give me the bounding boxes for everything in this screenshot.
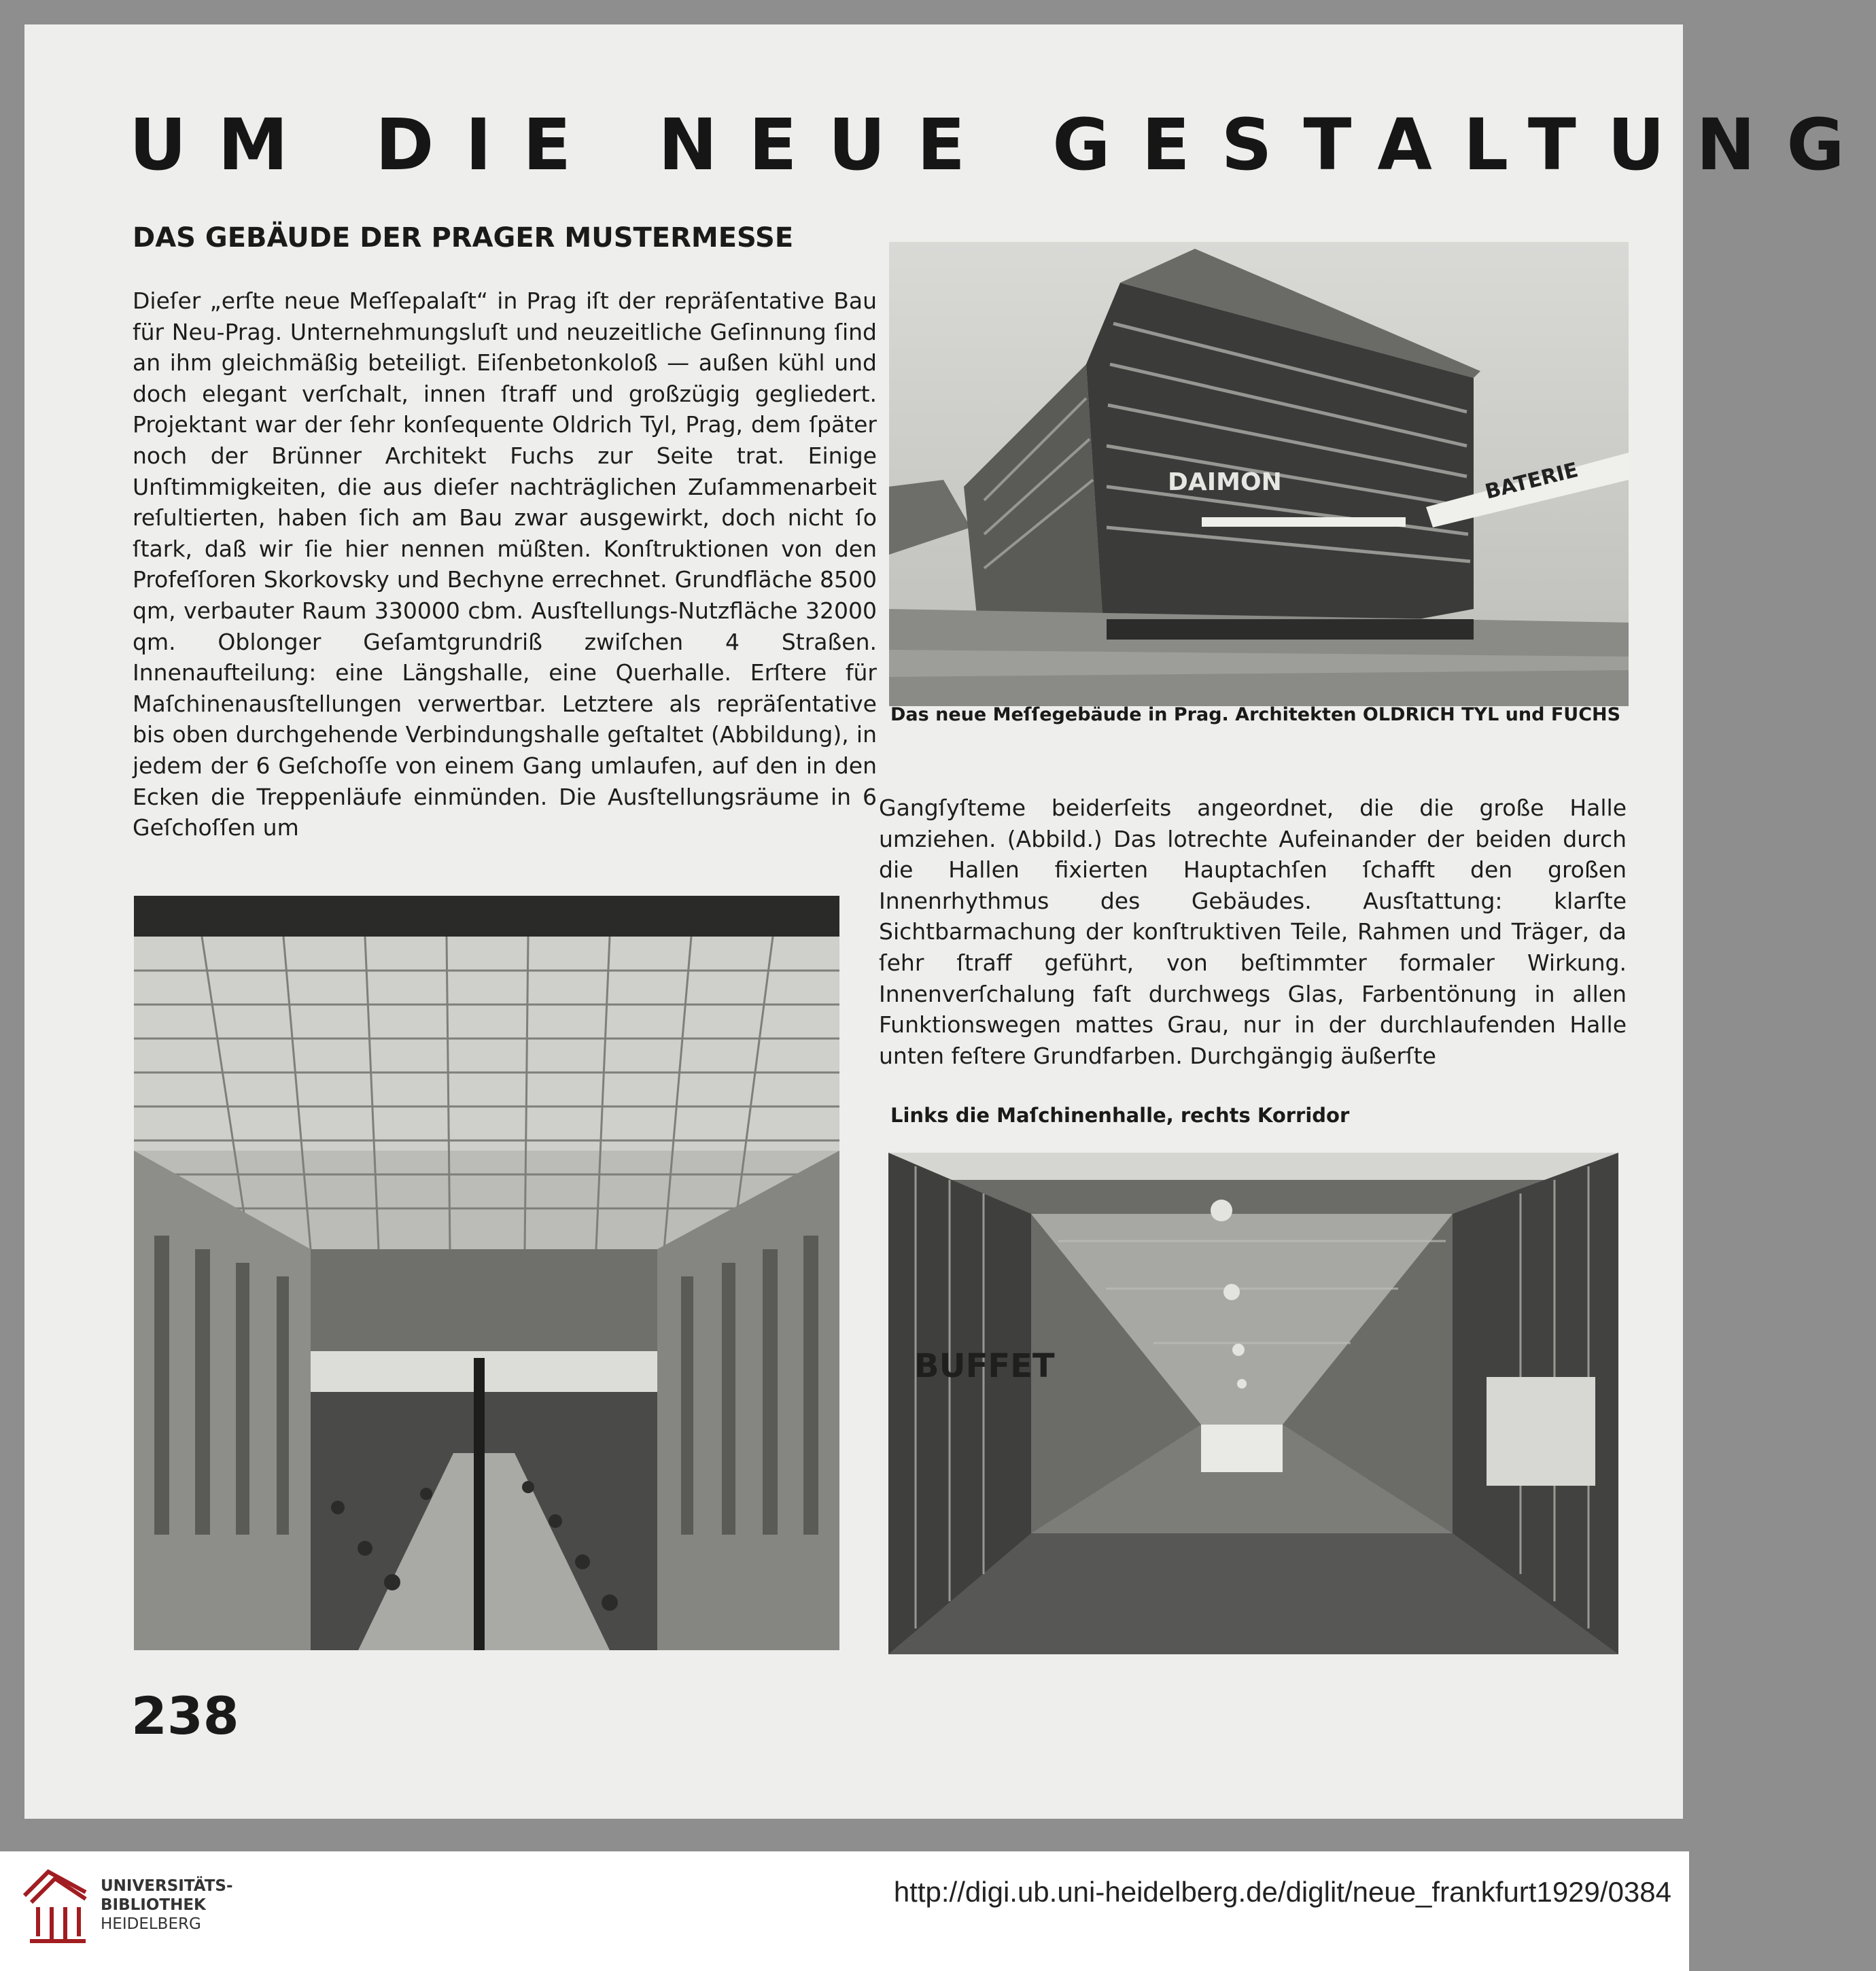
halls-photo-caption: Links die Maſchinenhalle, rechts Korridor [890,1104,1350,1127]
source-url-link[interactable]: http://digi.ub.uni-heidelberg.de/diglit/neue_frankfurt1929/0384 [893,1876,1671,1908]
library-logo-icon [18,1865,92,1947]
footer-bar [0,1851,1689,1971]
machine-hall-photo [134,896,839,1650]
page-title: UM DIE NEUE GESTALTUNG [129,103,1876,186]
buffet-sign: BUFFET [914,1347,1055,1385]
library-name-line-3: HEIDELBERG [101,1915,201,1933]
building-sign: DAIMON [1168,468,1282,496]
article-text-left-column: Dieſer „erſte neue Meſſepalaſt“ in Prag iſt der repräſentative Bau für Neu-Prag. Unternehmungsluſt und neuzeitliche Geſinnung ſind an ihm gleichmäßig beteiligt. Eiſenbetonkoloß — außen kühl und doch elegant verſchalt, innen ſtraff und großzügig gegliedert. Projektant war der ſehr konſequente Oldrich Tyl, Prag, dem ſpäter noch der Brünner Architekt Fuchs zur Seite trat. Einige Unſtimmigkeiten, die aus dieſer nachträglichen Zuſammenarbeit reſultierten, haben ſich am Bau zwar ausgewirkt, doch nicht ſo ſtark, daß wir ſie hier nennen müßten. Konſtruktionen von den Profeſſoren Skorkovsky und Bechyne errechnet. Grundfläche 8500 qm, verbauter Raum 330000 cbm. Ausſtellungs-Nutzfläche 32000 qm. Oblonger Geſamtgrundriß zwiſchen 4 Straßen. Innenaufteilung: eine Längshalle, eine Querhalle. Erſtere für Maſchinenausſtellungen verwertbar. Letztere als repräſentative bis oben durchgehende Verbindungshalle geſtaltet (Abbildung), in jedem der 6 Geſchoſſe von einem Gang umlaufen, auf den in den Ecken die Treppenläufe einmünden. Die Ausſtellungsräume in 6 Geſchoſſen um [133,287,877,841]
library-name-line-2: BIBLIOTHEK [101,1896,206,1914]
banner-sign: BATERIE [1482,458,1581,504]
article-heading: DAS GEBÄUDE DER PRAGER MUSTERMESSE [133,222,794,254]
article-text-right-column: Gangſyſteme beiderſeits angeordnet, die die große Halle umziehen. (Abbild.) Das lotrechte Aufeinander der beiden durch die Hallen fixierten Hauptachſen ſchafft den großen Innenrhythmus des Gebäudes. Ausſtattung: klarſte Sichtbarmachung der konſtruktiven Teile, Rahmen und Träger, da ſehr ſtraff geführt, von beſtimmter formaler Wirkung. Innenverſchalung faſt durchwegs Glas, Farbentönung in allen Funktionswegen mattes Grau, nur in der durchlaufenden Halle unten feſtere Grundfarben. Durchgängig äußerſte [879,795,1627,1069]
page-number: 238 [131,1686,239,1746]
library-name [101,1877,233,1934]
corridor-photo [888,1153,1618,1654]
library-name-line-1: UNIVERSITÄTS- [101,1877,233,1895]
building-photo-caption: Das neue Meſſegebäude in Prag. Architekten OLDRICH TYL und FUCHS [890,704,1621,725]
building-photo [889,242,1629,706]
